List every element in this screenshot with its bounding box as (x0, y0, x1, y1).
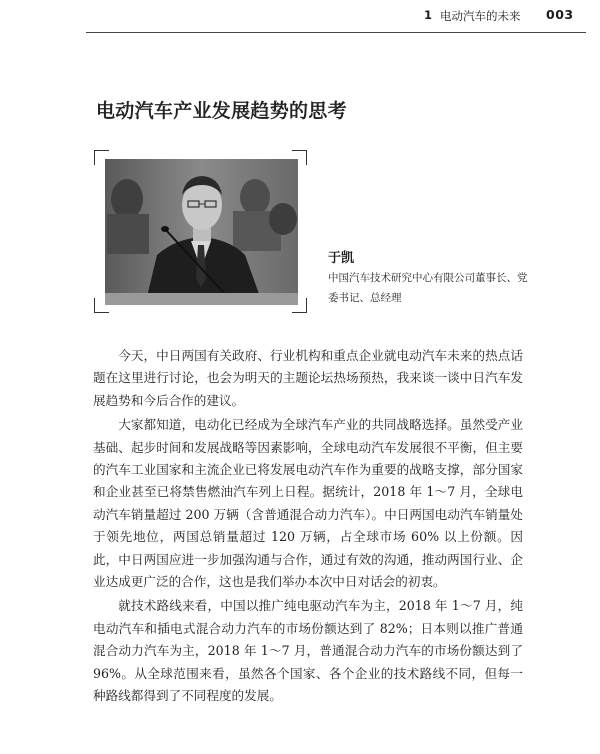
paragraph: 今天，中日两国有关政府、行业机构和重点企业就电动汽车未来的热点话题在这里进行讨论，也会为明天的主题论坛热场预热，我来谈一谈中日汽车发展趋势和今后合作的建议。 (93, 348, 523, 408)
article-title: 电动汽车产业发展趋势的思考 (96, 100, 347, 122)
author-photo-illustration (105, 159, 298, 305)
header-rule (86, 32, 586, 33)
chapter-number: 1 (424, 8, 433, 22)
article-body (93, 345, 523, 710)
author-name: 于凯 (328, 251, 355, 266)
running-header (0, 6, 600, 28)
paragraph: 就技术路线来看，中国以推广纯电驱动汽车为主，2018 年 1～7 月，纯电动汽车和插电式混合动力汽车的市场份额达到了 82%；日本则以推广普通混合动力汽车为主，2018 年 1～7 月，普通混合动力汽车的市场份额达到了 96%。从全球范围来看，虽然各个国家、各个企业的技术路线不同，但每一种路线都得到了不同程度的发展。 (93, 598, 523, 704)
page-number: 003 (546, 7, 574, 22)
author-photo (105, 159, 298, 305)
chapter-title: 电动汽车的未来 (440, 9, 521, 23)
paragraph: 大家都知道，电动化已经成为全球汽车产业的共同战略选择。虽然受产业基础、起步时间和发展战略等因素影响，全球电动汽车发展很不平衡，但主要的汽车工业国家和主流企业已将发展电动汽车作为重要的战略支撑，部分国家和企业甚至已将禁售燃油汽车列上日程。据统计，2018 年 1～7 月，全球电动汽车销量超过 200 万辆（含普通混合动力汽车）。中日两国电动汽车销量处于领先地位，两国总销量超过 120 万辆，占全球市场 60% 以上份额。因此，中日两国应进一步加强沟通与合作，通过有效的沟通，推动两国行业、企业达成更广泛的合作，这也是我们举办本次中日对话会的初衷。 (93, 417, 523, 590)
author-affiliation: 中国汽车技术研究中心有限公司董事长、党委书记、总经理 (328, 272, 528, 304)
